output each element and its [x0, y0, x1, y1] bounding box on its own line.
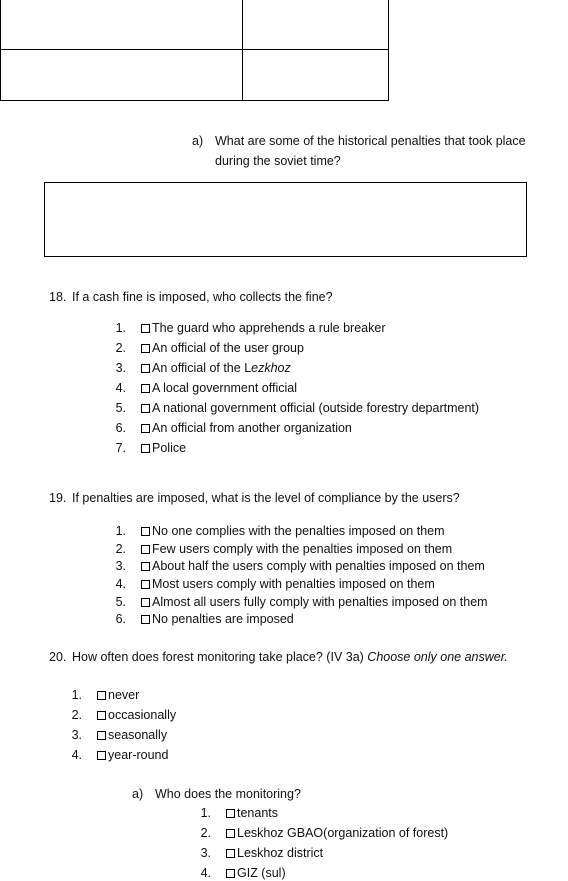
- q19-number: 19.: [49, 491, 67, 505]
- q18-option-3-number: 3.: [115, 361, 126, 375]
- checkbox-icon[interactable]: [97, 751, 106, 760]
- q20-option-2-number: 2.: [71, 708, 82, 722]
- q18-option-3-label: An official of the L: [152, 361, 252, 375]
- checkbox-icon[interactable]: [141, 444, 150, 453]
- q19-option-4-label: Most users comply with penalties imposed on them: [152, 577, 435, 591]
- q18-option-5-number: 5.: [115, 401, 126, 415]
- q19-option-4-number: 4.: [115, 577, 126, 591]
- table-cell-r1c1: [0, 0, 243, 50]
- q20-option-4[interactable]: [97, 747, 168, 763]
- q18-option-4-label: A local government official: [152, 381, 297, 395]
- q20a-option-1-label: tenants: [237, 806, 279, 820]
- q18-option-6-label: An official from another organization: [152, 421, 352, 435]
- q20-option-3-number: 3.: [71, 728, 82, 742]
- q20-option-4-number: 4.: [71, 748, 82, 762]
- q18-option-2-number: 2.: [115, 341, 126, 355]
- checkbox-icon[interactable]: [141, 324, 150, 333]
- q19-option-5-label: Almost all users fully comply with penalties imposed on them: [152, 595, 488, 609]
- q20-number: 20.: [49, 650, 67, 664]
- q20a-option-4-number: 4.: [200, 866, 211, 880]
- q18-number: 18.: [49, 290, 67, 304]
- q18-option-3-label-italic: ezkhoz: [251, 361, 291, 375]
- q20-option-1[interactable]: [97, 687, 139, 703]
- checkbox-icon[interactable]: [141, 404, 150, 413]
- q18-option-7-number: 7.: [115, 441, 126, 455]
- q19-option-2-label: Few users comply with the penalties imposed on them: [152, 542, 453, 556]
- q19-option-6-label: No penalties are imposed: [152, 612, 294, 626]
- q17a-text-line2: during the soviet time?: [215, 154, 341, 168]
- q20-text-italic: Choose only one answer.: [367, 650, 508, 664]
- q18-option-4[interactable]: [141, 380, 297, 396]
- checkbox-icon[interactable]: [141, 384, 150, 393]
- q20-text-main: How often does forest monitoring take place? (IV 3a): [72, 650, 368, 664]
- q19-option-5[interactable]: [141, 594, 488, 610]
- checkbox-icon[interactable]: [141, 527, 150, 536]
- q20a-option-3[interactable]: [226, 845, 323, 861]
- checkbox-icon[interactable]: [141, 598, 150, 607]
- q20a-option-3-label: Leskhoz district: [237, 846, 324, 860]
- checkbox-icon[interactable]: [141, 424, 150, 433]
- q20a-option-4[interactable]: [226, 865, 286, 881]
- q19-option-3-number: 3.: [115, 559, 126, 573]
- q19-option-1-number: 1.: [115, 524, 126, 538]
- table-cell-r1c2: [242, 0, 389, 50]
- q17a-answer-box[interactable]: [44, 182, 527, 257]
- q20a-option-4-label: GIZ (sul): [237, 866, 286, 880]
- q20-option-1-label: never: [108, 688, 140, 702]
- q20-option-2[interactable]: [97, 707, 176, 723]
- q18-option-7[interactable]: [141, 440, 186, 456]
- q20-option-2-label: occasionally: [108, 708, 177, 722]
- checkbox-icon[interactable]: [226, 809, 235, 818]
- q20a-option-2-number: 2.: [200, 826, 211, 840]
- q18-option-5[interactable]: [141, 400, 479, 416]
- q17a-text-line1: What are some of the historical penalties that took place: [215, 134, 526, 148]
- q20a-option-1-number: 1.: [200, 806, 211, 820]
- checkbox-icon[interactable]: [97, 691, 106, 700]
- q19-text: If penalties are imposed, what is the level of compliance by the users?: [72, 491, 460, 505]
- q19-option-1[interactable]: [141, 523, 445, 539]
- checkbox-icon[interactable]: [226, 849, 235, 858]
- q20a-option-1[interactable]: [226, 805, 278, 821]
- q18-option-6[interactable]: [141, 420, 352, 436]
- q20-text: [72, 649, 508, 665]
- q19-option-1-label: No one complies with the penalties imposed on them: [152, 524, 445, 538]
- q19-option-3[interactable]: [141, 558, 485, 574]
- q19-option-6[interactable]: [141, 611, 294, 627]
- q18-option-3[interactable]: [141, 360, 291, 376]
- table-cell-r2c1: [0, 49, 243, 101]
- checkbox-icon[interactable]: [141, 344, 150, 353]
- q19-option-4[interactable]: [141, 576, 435, 592]
- q20a-option-2-label: Leskhoz GBAO(organization of forest): [237, 826, 449, 840]
- q20-option-3-label: seasonally: [108, 728, 168, 742]
- q20a-option-2[interactable]: [226, 825, 448, 841]
- checkbox-icon[interactable]: [141, 364, 150, 373]
- q18-option-4-number: 4.: [115, 381, 126, 395]
- q20a-text: Who does the monitoring?: [155, 787, 301, 801]
- q18-option-2[interactable]: [141, 340, 304, 356]
- q18-option-1[interactable]: [141, 320, 385, 336]
- q20a-option-3-number: 3.: [200, 846, 211, 860]
- q20a-label: a): [132, 787, 144, 801]
- checkbox-icon[interactable]: [141, 562, 150, 571]
- q19-option-2-number: 2.: [115, 542, 126, 556]
- q18-option-7-label: Police: [152, 441, 187, 455]
- q18-text: If a cash fine is imposed, who collects the fine?: [72, 290, 333, 304]
- checkbox-icon[interactable]: [141, 580, 150, 589]
- q20-option-3[interactable]: [97, 727, 167, 743]
- q19-option-3-label: About half the users comply with penalties imposed on them: [152, 559, 485, 573]
- table-cell-r2c2: [242, 49, 389, 101]
- q18-option-5-label: A national government official (outside forestry department): [152, 401, 480, 415]
- q20-option-1-number: 1.: [71, 688, 82, 702]
- q18-option-6-number: 6.: [115, 421, 126, 435]
- checkbox-icon[interactable]: [97, 711, 106, 720]
- q18-option-1-number: 1.: [115, 321, 126, 335]
- q19-option-2[interactable]: [141, 541, 452, 557]
- checkbox-icon[interactable]: [226, 829, 235, 838]
- q17a-label: a): [192, 134, 204, 148]
- checkbox-icon[interactable]: [141, 545, 150, 554]
- q19-option-5-number: 5.: [115, 595, 126, 609]
- q19-option-6-number: 6.: [115, 612, 126, 626]
- checkbox-icon[interactable]: [97, 731, 106, 740]
- q18-option-1-label: The guard who apprehends a rule breaker: [152, 321, 386, 335]
- q20-option-4-label: year-round: [108, 748, 169, 762]
- q18-option-2-label: An official of the user group: [152, 341, 304, 355]
- checkbox-icon[interactable]: [141, 615, 150, 624]
- checkbox-icon[interactable]: [226, 869, 235, 878]
